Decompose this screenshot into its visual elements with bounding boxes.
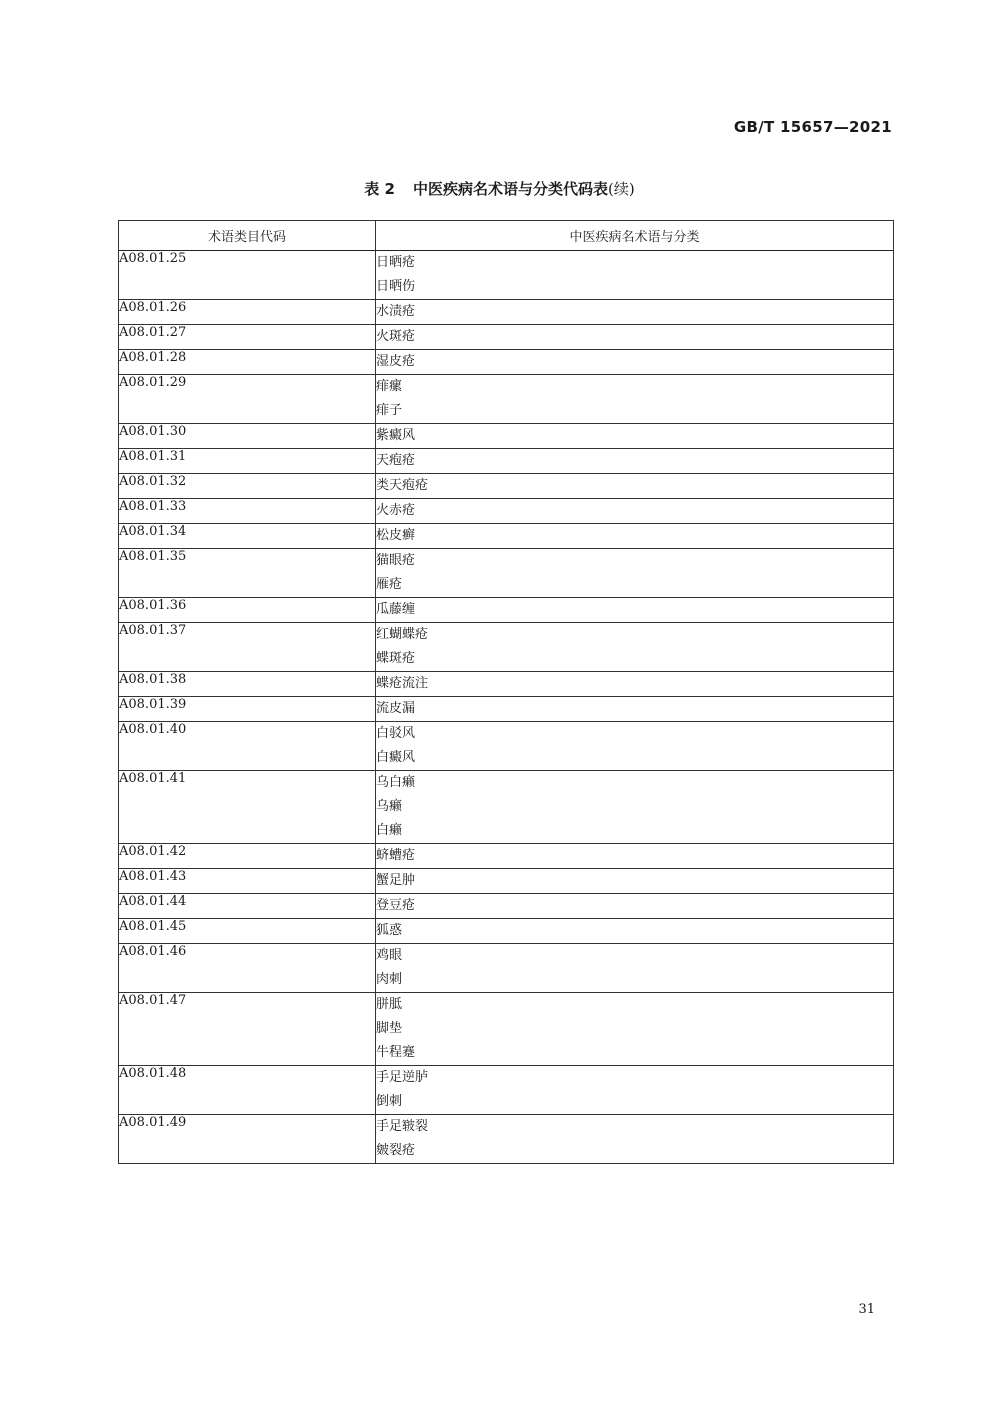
table-title: [0, 178, 999, 199]
term-names-cell: [376, 549, 894, 598]
term-names-cell: [376, 993, 894, 1066]
term-name: 火赤疮: [376, 503, 416, 518]
term-code-cell: A08.01.49: [119, 1115, 376, 1164]
column-header-term: 中医疾病名术语与分类: [376, 221, 894, 251]
term-names-cell: [376, 697, 894, 722]
term-name: 流皮漏: [376, 701, 416, 716]
term-name: 蝶疮流注: [376, 676, 429, 691]
term-names-cell: [376, 325, 894, 350]
term-name: 猫眼疮: [376, 553, 416, 568]
term-name: 湿皮疮: [376, 354, 416, 369]
term-names-cell: [376, 919, 894, 944]
table-row: [119, 449, 894, 474]
term-names-cell: [376, 623, 894, 672]
term-name: 紫癜风: [376, 428, 416, 443]
term-name: 牛程蹇: [376, 1045, 416, 1060]
table-row: [119, 598, 894, 623]
table-row: [119, 424, 894, 449]
table-row: [119, 325, 894, 350]
term-name: 皴裂疮: [376, 1143, 416, 1158]
term-name: 天疱疮: [376, 453, 416, 468]
term-code-cell: A08.01.28: [119, 350, 376, 375]
table-row: [119, 623, 894, 672]
term-name: 白驳风: [376, 726, 416, 741]
term-code-cell: A08.01.47: [119, 993, 376, 1066]
term-code-cell: A08.01.40: [119, 722, 376, 771]
table-row: [119, 869, 894, 894]
term-name: 胼胝: [376, 997, 403, 1012]
term-names-cell: [376, 894, 894, 919]
table-row: [119, 771, 894, 844]
table-row: [119, 300, 894, 325]
term-names-cell: [376, 672, 894, 697]
term-names-cell: [376, 944, 894, 993]
term-names-cell: [376, 300, 894, 325]
term-name: 倒刺: [376, 1094, 403, 1109]
table-row: [119, 499, 894, 524]
table-row: [119, 919, 894, 944]
table-title-text: 中医疾病名术语与分类代码表: [412, 180, 608, 198]
term-code-cell: A08.01.43: [119, 869, 376, 894]
term-name: 乌癞: [376, 799, 403, 814]
term-names-cell: [376, 598, 894, 623]
term-names-cell: [376, 251, 894, 300]
term-names-cell: [376, 771, 894, 844]
term-name: 痱子: [376, 403, 403, 418]
table-row: [119, 350, 894, 375]
term-code-cell: A08.01.41: [119, 771, 376, 844]
term-name: 手足皲裂: [376, 1119, 429, 1134]
table-row: [119, 722, 894, 771]
table-body: [119, 251, 894, 1164]
term-names-cell: [376, 449, 894, 474]
term-code-cell: A08.01.27: [119, 325, 376, 350]
table-row: [119, 524, 894, 549]
term-names-cell: [376, 350, 894, 375]
term-code-cell: A08.01.38: [119, 672, 376, 697]
term-name: 红蝴蝶疮: [376, 627, 429, 642]
term-name: 蝶斑疮: [376, 651, 416, 666]
term-name: 蟹足肿: [376, 873, 416, 888]
term-name: 水渍疮: [376, 304, 416, 319]
term-code-cell: A08.01.48: [119, 1066, 376, 1115]
term-code-cell: A08.01.42: [119, 844, 376, 869]
term-name: 日晒疮: [376, 255, 416, 270]
term-code-cell: A08.01.31: [119, 449, 376, 474]
column-header-code: 术语类目代码: [119, 221, 376, 251]
term-name: 日晒伤: [376, 279, 416, 294]
term-code-cell: A08.01.36: [119, 598, 376, 623]
term-name: 痱瘰: [376, 379, 403, 394]
term-code-cell: A08.01.32: [119, 474, 376, 499]
table-row: [119, 993, 894, 1066]
table-row: [119, 697, 894, 722]
term-name: 瓜藤缠: [376, 602, 416, 617]
table-row: [119, 474, 894, 499]
table-row: [119, 894, 894, 919]
table-row: [119, 1115, 894, 1164]
term-code-cell: A08.01.25: [119, 251, 376, 300]
term-names-cell: [376, 499, 894, 524]
page-number: 31: [858, 1302, 875, 1317]
term-code-cell: A08.01.34: [119, 524, 376, 549]
term-code-cell: A08.01.29: [119, 375, 376, 424]
term-names-cell: [376, 869, 894, 894]
term-code-cell: A08.01.26: [119, 300, 376, 325]
term-code-cell: A08.01.46: [119, 944, 376, 993]
term-name: 白癞: [376, 823, 403, 838]
term-name: 火斑疮: [376, 329, 416, 344]
term-name: 手足逆胪: [376, 1070, 429, 1085]
table-row: [119, 844, 894, 869]
table-row: [119, 549, 894, 598]
term-names-cell: [376, 722, 894, 771]
term-code-cell: A08.01.33: [119, 499, 376, 524]
term-name: 松皮癣: [376, 528, 416, 543]
term-names-cell: [376, 1115, 894, 1164]
term-name: 登豆疮: [376, 898, 416, 913]
term-name: 类天疱疮: [376, 478, 429, 493]
table-row: [119, 672, 894, 697]
table-label: 表 2: [364, 180, 395, 198]
term-names-cell: [376, 375, 894, 424]
term-code-cell: A08.01.37: [119, 623, 376, 672]
term-name: 白癜风: [376, 750, 416, 765]
term-name: 狐惑: [376, 923, 403, 938]
term-name: 雁疮: [376, 577, 403, 592]
table-header-row: [119, 221, 894, 251]
term-code-cell: A08.01.44: [119, 894, 376, 919]
table-row: [119, 251, 894, 300]
term-names-cell: [376, 1066, 894, 1115]
term-name: 鸡眼: [376, 948, 403, 963]
term-code-cell: A08.01.39: [119, 697, 376, 722]
table-row: [119, 944, 894, 993]
term-names-cell: [376, 844, 894, 869]
term-names-cell: [376, 424, 894, 449]
term-names-cell: [376, 524, 894, 549]
standard-number: GB/T 15657—2021: [733, 118, 892, 136]
term-name: 蛴螬疮: [376, 848, 416, 863]
term-name: 肉刺: [376, 972, 403, 987]
table-row: [119, 1066, 894, 1115]
table-continued-mark: (续): [607, 180, 635, 198]
term-name: 脚垫: [376, 1021, 403, 1036]
term-name: 乌白癞: [376, 775, 416, 790]
term-table: [118, 220, 894, 1164]
term-code-cell: A08.01.45: [119, 919, 376, 944]
term-code-cell: A08.01.30: [119, 424, 376, 449]
term-names-cell: [376, 474, 894, 499]
term-code-cell: A08.01.35: [119, 549, 376, 598]
table-row: [119, 375, 894, 424]
